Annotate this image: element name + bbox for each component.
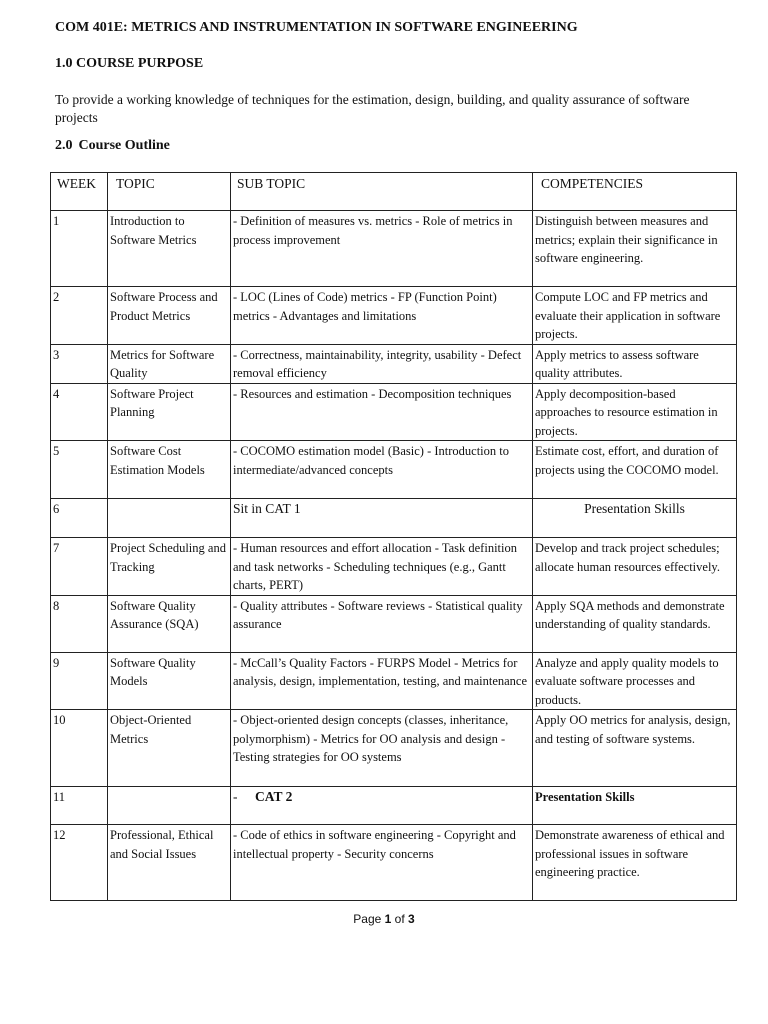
- page-of: of: [394, 912, 405, 926]
- competencies-cell: Apply SQA methods and demonstrate understanding of quality standards.: [533, 595, 737, 652]
- table-row: [51, 595, 737, 652]
- table-row: [51, 441, 737, 499]
- section-heading-course-purpose: 1.0 COURSE PURPOSE: [55, 56, 204, 71]
- sub-topic-cell: - Object-oriented design concepts (classes, inheritance, polymorphism) - Metrics for OO analysis and design - Testing strategies for OO systems: [231, 710, 533, 787]
- sub-topic-cell: - Code of ethics in software engineering - Copyright and intellectual property - Security concerns: [231, 825, 533, 901]
- week-cell: 10: [51, 710, 108, 787]
- sub-topic-cell: - LOC (Lines of Code) metrics - FP (Function Point) metrics - Advantages and limitations: [231, 287, 533, 345]
- total-pages: 3: [408, 912, 415, 926]
- week-cell: 1: [51, 211, 108, 287]
- table-row: [51, 287, 737, 345]
- sub-topic-cell: - COCOMO estimation model (Basic) - Introduction to intermediate/advanced concepts: [231, 441, 533, 499]
- topic-cell: [108, 499, 231, 538]
- week-cell: 9: [51, 652, 108, 710]
- competencies-cell: Apply metrics to assess software quality attributes.: [533, 344, 737, 383]
- competencies-cell: Compute LOC and FP metrics and evaluate their application in software projects.: [533, 287, 737, 345]
- table-row: [51, 825, 737, 901]
- topic-cell: Metrics for Software Quality: [108, 344, 231, 383]
- page-footer: [0, 912, 768, 926]
- sub-topic-cell: - Correctness, maintainability, integrity, usability - Defect removal efficiency: [231, 344, 533, 383]
- table-row: [51, 538, 737, 596]
- competencies-cell: Distinguish between measures and metrics; explain their significance in software engineering.: [533, 211, 737, 287]
- table-row: [51, 383, 737, 441]
- week-cell: 12: [51, 825, 108, 901]
- section-number: 2.0: [55, 138, 73, 153]
- topic-cell: Introduction to Software Metrics: [108, 211, 231, 287]
- week-cell: 11: [51, 787, 108, 825]
- cat2-label: CAT 2: [255, 789, 293, 804]
- week-cell: 2: [51, 287, 108, 345]
- topic-cell: Software Process and Product Metrics: [108, 287, 231, 345]
- table-row: [51, 710, 737, 787]
- topic-cell: [108, 787, 231, 825]
- topic-cell: Object-Oriented Metrics: [108, 710, 231, 787]
- section-title: Course Outline: [78, 138, 170, 153]
- header-week: WEEK: [51, 173, 108, 211]
- week-cell: 7: [51, 538, 108, 596]
- table-row-cat2: [51, 787, 737, 825]
- header-competencies: COMPETENCIES: [533, 173, 737, 211]
- week-cell: 8: [51, 595, 108, 652]
- competencies-cell: Apply OO metrics for analysis, design, and testing of software systems.: [533, 710, 737, 787]
- table-header-row: [51, 173, 737, 211]
- sub-topic-cell: - McCall’s Quality Factors - FURPS Model - Metrics for analysis, design, implementation, testing, and maintenance: [231, 652, 533, 710]
- sub-topic-cell: - Quality attributes - Software reviews - Statistical quality assurance: [231, 595, 533, 652]
- section-heading-course-outline: [55, 138, 170, 154]
- topic-cell: Professional, Ethical and Social Issues: [108, 825, 231, 901]
- document-title: COM 401E: METRICS AND INSTRUMENTATION IN SOFTWARE ENGINEERING: [55, 20, 578, 35]
- page-prefix: Page: [353, 912, 382, 926]
- current-page-number: 1: [384, 912, 392, 926]
- sub-topic-cell: Sit in CAT 1: [231, 499, 533, 538]
- competencies-cell: Presentation Skills: [533, 499, 737, 538]
- sub-topic-cell: - Resources and estimation - Decomposition techniques: [231, 383, 533, 441]
- week-cell: 4: [51, 383, 108, 441]
- competencies-cell: Apply decomposition-based approaches to resource estimation in projects.: [533, 383, 737, 441]
- week-cell: 3: [51, 344, 108, 383]
- competencies-cell: Develop and track project schedules; allocate human resources effectively.: [533, 538, 737, 596]
- competencies-cell: Estimate cost, effort, and duration of projects using the COCOMO model.: [533, 441, 737, 499]
- header-topic: TOPIC: [108, 173, 231, 211]
- week-cell: 6: [51, 499, 108, 538]
- course-purpose-text: To provide a working knowledge of techniques for the estimation, design, building, and quality assurance of software projects: [55, 92, 690, 125]
- week-cell: 5: [51, 441, 108, 499]
- course-outline-table: [50, 172, 737, 901]
- sub-topic-cell: - Human resources and effort allocation - Task definition and task networks - Scheduling techniques (e.g., Gantt charts, PERT): [231, 538, 533, 596]
- topic-cell: Software Quality Assurance (SQA): [108, 595, 231, 652]
- header-sub-topic: SUB TOPIC: [231, 173, 533, 211]
- topic-cell: Project Scheduling and Tracking: [108, 538, 231, 596]
- table-row-cat1: [51, 499, 737, 538]
- table-row: [51, 652, 737, 710]
- table-row: [51, 344, 737, 383]
- competencies-cell: Analyze and apply quality models to evaluate software processes and products.: [533, 652, 737, 710]
- table-row: [51, 211, 737, 287]
- topic-cell: Software Project Planning: [108, 383, 231, 441]
- sub-topic-cell: [231, 787, 533, 825]
- competencies-cell: Presentation Skills: [533, 787, 737, 825]
- competencies-cell: Demonstrate awareness of ethical and professional issues in software engineering practice.: [533, 825, 737, 901]
- cat2-dash: -: [233, 789, 238, 804]
- topic-cell: Software Quality Models: [108, 652, 231, 710]
- sub-topic-cell: - Definition of measures vs. metrics - Role of metrics in process improvement: [231, 211, 533, 287]
- topic-cell: Software Cost Estimation Models: [108, 441, 231, 499]
